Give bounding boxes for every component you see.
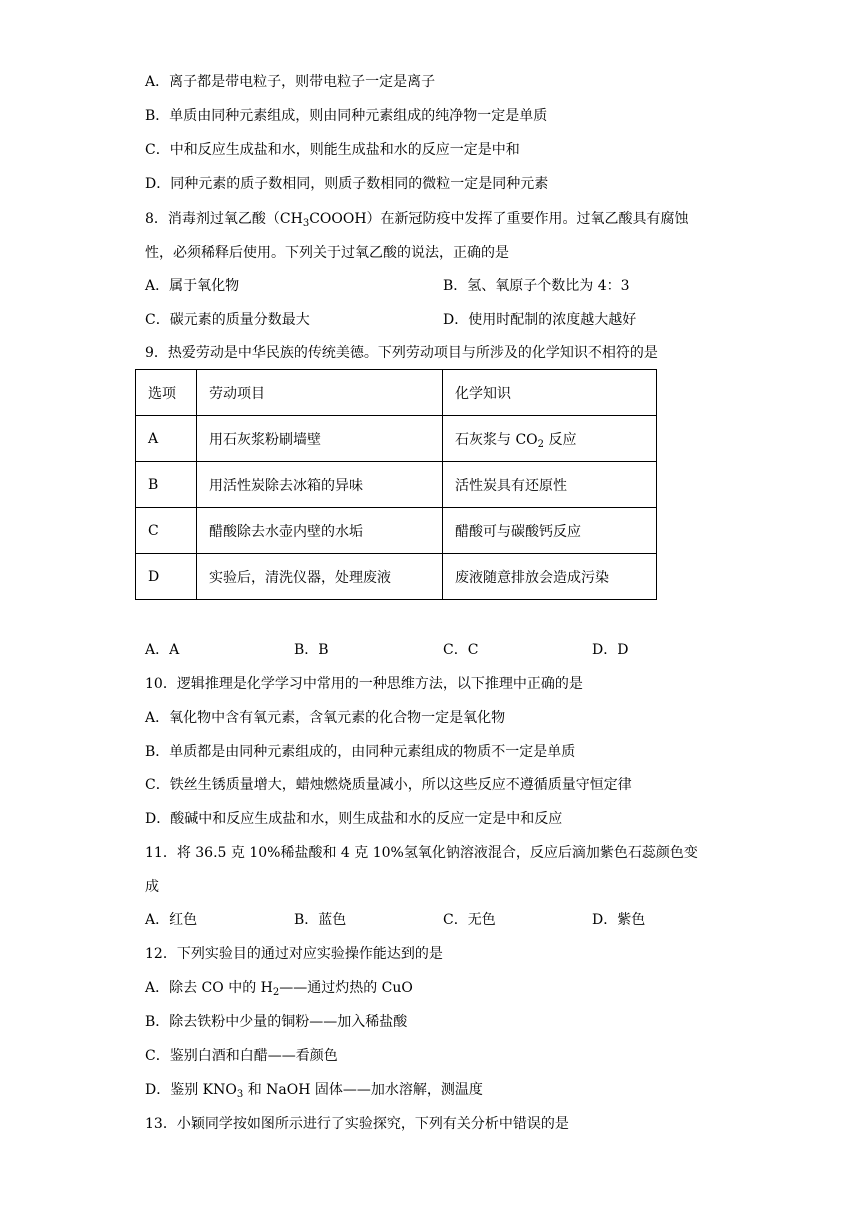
q11-option-a: A．红色 xyxy=(145,912,198,928)
q12-a-sub: 2 xyxy=(272,987,280,998)
q8-formula-sub: 3 xyxy=(302,218,310,229)
q12-option-d xyxy=(145,1080,483,1100)
q9-option-a: A．A xyxy=(145,642,180,658)
q10-option-b: B．单质都是由同种元素组成的，由同种元素组成的物质不一定是单质 xyxy=(145,744,576,760)
knowledge-suffix: 反应 xyxy=(544,431,577,448)
q9-table xyxy=(135,369,657,600)
q8-option-c: C．碳元素的质量分数最大 xyxy=(145,312,310,328)
q8-option-b: B．氢、氧原子个数比为 4：3 xyxy=(443,278,630,294)
q9-option-d: D．D xyxy=(592,642,629,658)
row-option: A xyxy=(136,416,197,462)
q12-a-suffix: ——通过灼热的 CuO xyxy=(279,980,413,996)
q10-stem: 10．逻辑推理是化学学习中常用的一种思维方法，以下推理中正确的是 xyxy=(145,676,583,692)
q7-option-a: A．离子都是带电粒子，则带电粒子一定是离子 xyxy=(145,74,436,90)
row-knowledge: 活性炭具有还原性 xyxy=(443,462,657,508)
table-row xyxy=(136,554,657,600)
header-knowledge: 化学知识 xyxy=(443,370,657,416)
row-knowledge: 废液随意排放会造成污染 xyxy=(443,554,657,600)
q11-option-d: D．紫色 xyxy=(592,912,646,928)
q8-stem-line2: 性，必须稀释后使用。下列关于过氧乙酸的说法，正确的是 xyxy=(145,245,509,261)
q9-stem: 9．热爱劳动是中华民族的传统美德。下列劳动项目与所涉及的化学知识不相符的是 xyxy=(145,345,658,361)
q8-stem-line1 xyxy=(145,209,689,229)
row-task: 醋酸除去水壶内壁的水垢 xyxy=(197,508,443,554)
row-knowledge: 醋酸可与碳酸钙反应 xyxy=(443,508,657,554)
row-task: 实验后，清洗仪器，处理废液 xyxy=(197,554,443,600)
row-knowledge xyxy=(443,416,657,462)
q11-option-c: C．无色 xyxy=(443,912,496,928)
q11-stem-line1: 11．将 36.5 克 10%稀盐酸和 4 克 10%氢氧化钠溶液混合，反应后滴加紫色石蕊颜色变 xyxy=(145,845,698,861)
q11-stem-line2: 成 xyxy=(145,879,159,895)
knowledge-sub: 2 xyxy=(537,438,545,450)
q7-option-b: B．单质由同种元素组成，则由同种元素组成的纯净物一定是单质 xyxy=(145,108,548,124)
q12-option-c: C．鉴别白酒和白醋——看颜色 xyxy=(145,1048,338,1064)
q10-option-c: C．铁丝生锈质量增大，蜡烛燃烧质量减小，所以这些反应不遵循质量守恒定律 xyxy=(145,777,632,793)
q9-option-b: B．B xyxy=(294,642,329,658)
q10-option-d: D．酸碱中和反应生成盐和水，则生成盐和水的反应一定是中和反应 xyxy=(145,811,563,827)
header-task: 劳动项目 xyxy=(197,370,443,416)
q11-option-b: B．蓝色 xyxy=(294,912,347,928)
q12-stem: 12．下列实验目的通过对应实验操作能达到的是 xyxy=(145,946,443,962)
table-row xyxy=(136,462,657,508)
row-option: C xyxy=(136,508,197,554)
row-task: 用活性炭除去冰箱的异味 xyxy=(197,462,443,508)
q9-option-c: C．C xyxy=(443,642,479,658)
row-option: B xyxy=(136,462,197,508)
q12-d-prefix: D．鉴别 KNO xyxy=(145,1082,237,1098)
q13-stem: 13．小颖同学按如图所示进行了实验探究，下列有关分析中错误的是 xyxy=(145,1116,569,1132)
q12-a-prefix: A．除去 CO 中的 H xyxy=(145,980,273,996)
q12-d-sub: 3 xyxy=(236,1089,244,1100)
q7-option-d: D．同种元素的质子数相同，则质子数相同的微粒一定是同种元素 xyxy=(145,176,549,192)
q8-stem-suffix: COOOH）在新冠防疫中发挥了重要作用。过氧乙酸具有腐蚀 xyxy=(309,211,689,227)
q10-option-a: A．氧化物中含有氧元素，含氧元素的化合物一定是氧化物 xyxy=(145,710,506,726)
row-task: 用石灰浆粉刷墙壁 xyxy=(197,416,443,462)
table-row xyxy=(136,416,657,462)
q7-option-c: C．中和反应生成盐和水，则能生成盐和水的反应一定是中和 xyxy=(145,142,520,158)
row-option: D xyxy=(136,554,197,600)
q12-option-a xyxy=(145,978,413,998)
header-option: 选项 xyxy=(136,370,197,416)
q8-option-d: D．使用时配制的浓度越大越好 xyxy=(443,312,637,328)
q8-option-a: A．属于氧化物 xyxy=(145,278,240,294)
q12-option-b: B．除去铁粉中少量的铜粉——加入稀盐酸 xyxy=(145,1014,408,1030)
table-header-row xyxy=(136,370,657,416)
q8-stem-prefix: 8．消毒剂过氧乙酸（CH xyxy=(145,211,303,227)
q12-d-suffix: 和 NaOH 固体——加水溶解，测温度 xyxy=(243,1082,483,1098)
table-row xyxy=(136,508,657,554)
knowledge-prefix: 石灰浆与 CO xyxy=(455,431,538,448)
